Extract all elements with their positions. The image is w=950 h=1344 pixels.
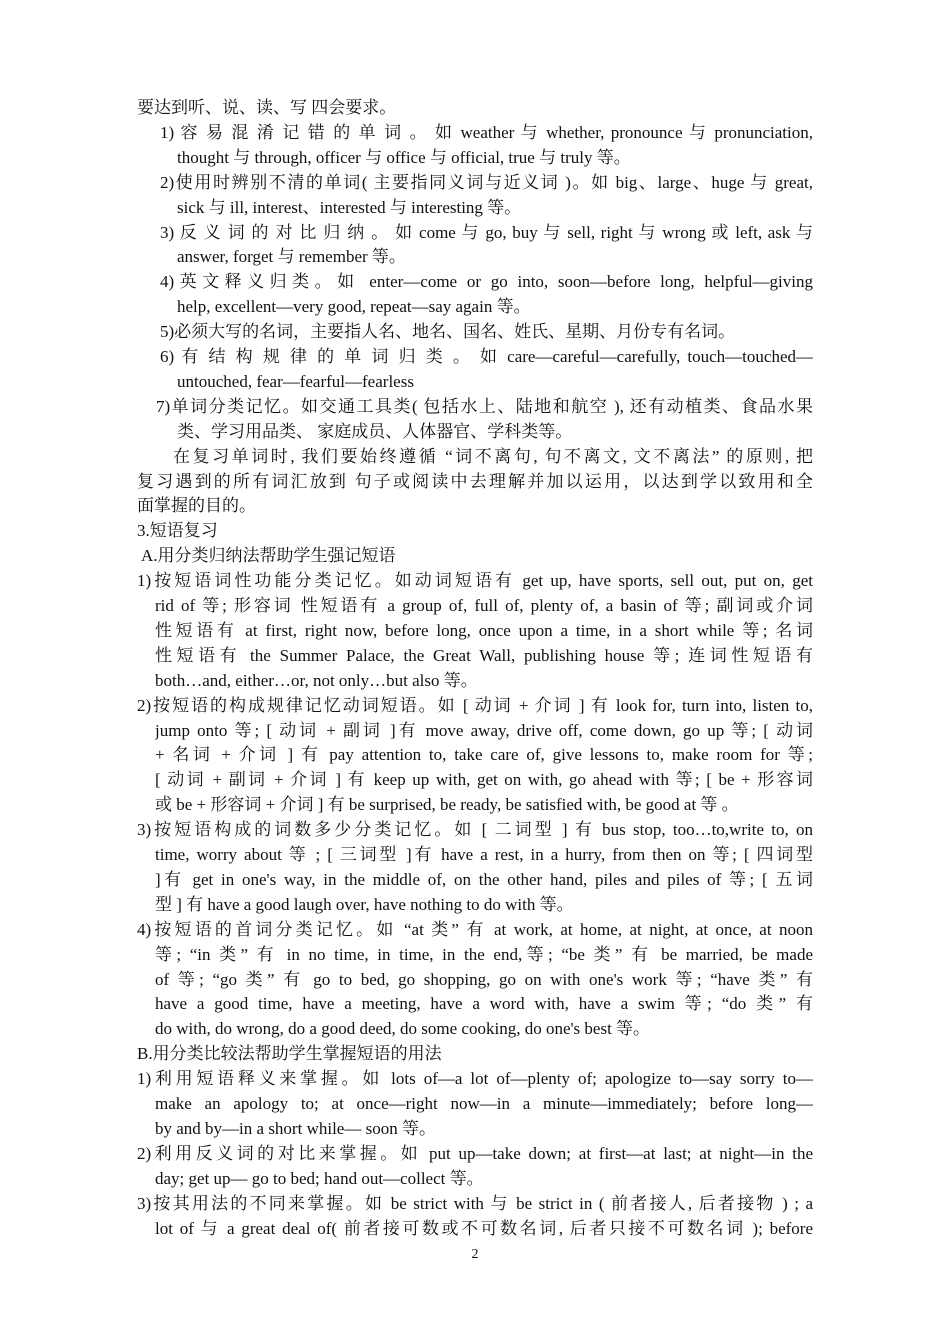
line-text: 在复习单词时, 我们要始终遵循 “词不离句, 句不离文, 文不离法” 的原则, 把 <box>173 446 813 466</box>
text-line <box>137 95 813 120</box>
text-line <box>155 618 813 643</box>
text-line <box>137 469 813 494</box>
line-text: 3) 反 义 词 的 对 比 归 纳 。 如 come 与 go, buy 与 sell, right 与 wrong 或 left, ask 与 <box>160 222 813 242</box>
text-line <box>155 718 813 743</box>
line-text: 4)按短语的首词分类记忆。如 “at 类” 有 at work, at home, at night, at once, at noon <box>137 919 813 939</box>
text-line <box>156 394 813 419</box>
line-text: A.用分类归纳法帮助学生强记短语 <box>141 546 396 566</box>
line-text: have a good time, have a meeting, have a word with, have a swim 等; “do 类” 有 <box>155 994 813 1014</box>
line-text: 7)单词分类记忆。如交通工具类( 包括水上、陆地和航空 ), 还有动植类、食品水果 <box>156 396 813 416</box>
line-text: 类、学习用品类、 家庭成员、人体器官、学科类等。 <box>177 421 573 441</box>
text-line <box>137 817 813 842</box>
text-line <box>177 294 813 319</box>
text-line <box>155 792 813 817</box>
line-text: B.用分类比较法帮助学生掌握短语的用法 <box>137 1044 442 1064</box>
text-line <box>155 1016 813 1041</box>
line-text: rid of 等; 形容词 性短语有 a group of, full of, plenty of, a basin of 等; 副词或介词 <box>155 596 813 615</box>
page-number: 2 <box>471 1247 479 1262</box>
line-text: of 等; “go 类” 有 go to bed, go shopping, go on with one's work 等; “have 类” 有 <box>155 969 813 989</box>
text-line <box>173 444 813 469</box>
line-text: + 名词 + 介词 ] 有 pay attention to, take care of, give lessons to, make room for 等; <box>155 745 813 765</box>
line-text: 3.短语复习 <box>137 521 218 541</box>
text-line <box>160 344 813 369</box>
text-line <box>160 170 813 195</box>
line-text: lot of 与 a great deal of( 前者接可数或不可数名词, 后者只接不可数名词 ); before <box>155 1218 813 1238</box>
text-line <box>155 1166 813 1191</box>
text-line <box>177 145 813 170</box>
text-line <box>160 220 813 245</box>
text-line <box>155 643 813 668</box>
line-text: 2)按短语的构成规律记忆动词短语。如 [ 动词 + 介词 ] 有 look for, turn into, listen to, <box>137 695 813 715</box>
text-line <box>155 767 813 792</box>
line-text: by and by—in a short while— soon 等。 <box>155 1118 436 1138</box>
line-text: answer, forget 与 remember 等。 <box>177 247 406 267</box>
text-line <box>155 1216 813 1241</box>
text-line <box>155 668 813 693</box>
text-line <box>160 269 813 294</box>
line-text: 要达到听、说、读、写 四会要求。 <box>137 98 397 117</box>
text-line <box>155 842 813 867</box>
line-text: [ 动词 + 副词 + 介词 ] 有 keep up with, get on with, go ahead with 等; [ be + 形容词 <box>155 770 813 790</box>
line-text: 2)利用反义词的对比来掌握。如 put up—take down; at first—at last; at night—in the <box>137 1143 813 1163</box>
text-line <box>160 319 830 344</box>
line-text: 型 ] 有 have a good laugh over, have nothing to do with 等。 <box>155 894 574 914</box>
text-line <box>155 593 813 618</box>
line-text: ]有 get in one's way, in the middle of, on the other hand, piles and piles of 等; [ 五词 <box>155 869 813 889</box>
text-line <box>177 244 813 269</box>
line-text: 1)利用短语释义来掌握。如 lots of—a lot of—plenty of; apologize to—say sorry to— <box>137 1069 813 1089</box>
text-line <box>177 369 813 394</box>
text-line <box>137 1066 813 1091</box>
line-text: 性短语有 at first, right now, before long, once upon a time, in a short while 等; 名词 <box>155 620 813 640</box>
line-text: 面掌握的目的。 <box>137 496 256 516</box>
text-line <box>137 1041 830 1066</box>
line-text: 1)按短语词性功能分类记忆。如动词短语有 get up, have sports, sell out, put on, get <box>137 571 813 591</box>
text-line <box>160 120 813 145</box>
text-line <box>155 892 813 917</box>
line-text: 等; “in 类” 有 in no time, in time, in the end,等; “be 类” 有 be married, be made <box>155 944 813 964</box>
text-line <box>155 742 813 767</box>
text-line <box>177 195 813 220</box>
text-line <box>155 991 813 1016</box>
line-text: thought 与 through, officer 与 office 与 official, true 与 truly 等。 <box>177 147 631 167</box>
text-line <box>155 867 813 892</box>
text-line <box>155 1116 813 1141</box>
line-text: 2)使用时辨别不清的单词( 主要指同义词与近义词 )。如 big、large、huge 与 great, <box>160 172 813 192</box>
line-text: jump onto 等; [ 动词 + 副词 ]有 move away, drive off, come down, go up 等; [ 动词 <box>155 720 813 740</box>
line-text: time, worry about 等 ; [ 三词型 ]有 have a rest, in a hurry, from then on 等; [ 四词型 <box>155 845 813 864</box>
line-text: untouched, fear—fearful—fearless <box>177 371 414 391</box>
line-text: 6) 有 结 构 规 律 的 单 词 归 类 。 如 care—careful—carefully, touch—touched— <box>160 347 813 366</box>
line-text: both…and, either…or, not only…but also 等。 <box>155 670 478 690</box>
text-line <box>137 693 813 718</box>
line-text: 复习遇到的所有词汇放到 句子或阅读中去理解并加以运用，以达到学以致用和全 <box>137 471 813 491</box>
line-text: help, excellent—very good, repeat—say again 等。 <box>177 297 531 317</box>
line-text: 4)英文释义归类。如 enter—come or go into, soon—before long, helpful—giving <box>160 272 813 292</box>
text-line <box>137 493 830 518</box>
text-line <box>137 917 813 942</box>
line-text: day; get up— go to bed; hand out—collect 等。 <box>155 1168 484 1188</box>
text-line <box>141 543 830 568</box>
line-text: 或 be + 形容词 + 介词 ] 有 be surprised, be ready, be satisfied with, be good at 等 。 <box>155 795 739 815</box>
text-line <box>155 942 813 967</box>
line-text: 5)必须大写的名词，主要指人名、地名、国名、姓氏、星期、月份专有名词。 <box>160 322 736 342</box>
text-line <box>137 568 813 593</box>
line-text: sick 与 ill, interest、interested 与 interesting 等。 <box>177 197 522 217</box>
line-text: make an apology to; at once—right now—in a minute—immediately; before long— <box>155 1094 813 1113</box>
line-text: do with, do wrong, do a good deed, do some cooking, do one's best 等。 <box>155 1019 651 1039</box>
text-line <box>137 518 830 543</box>
line-text: 3)按其用法的不同来掌握。如 be strict with 与 be strict in ( 前者接人, 后者接物 ) ; a <box>137 1193 813 1213</box>
text-line <box>177 419 830 444</box>
line-text: 性短语有 the Summer Palace, the Great Wall, publishing house 等; 连词性短语有 <box>155 645 813 665</box>
text-line <box>155 967 813 992</box>
text-line <box>137 1191 813 1216</box>
line-text: 3)按短语构成的词数多少分类记忆。如 [ 二词型 ] 有 bus stop, too…to,write to, on <box>137 820 813 840</box>
text-line <box>137 1141 813 1166</box>
text-line <box>155 1091 813 1116</box>
line-text: 1) 容 易 混 淆 记 错 的 单 词 。 如 weather 与 whether, pronounce 与 pronunciation, <box>160 122 813 142</box>
